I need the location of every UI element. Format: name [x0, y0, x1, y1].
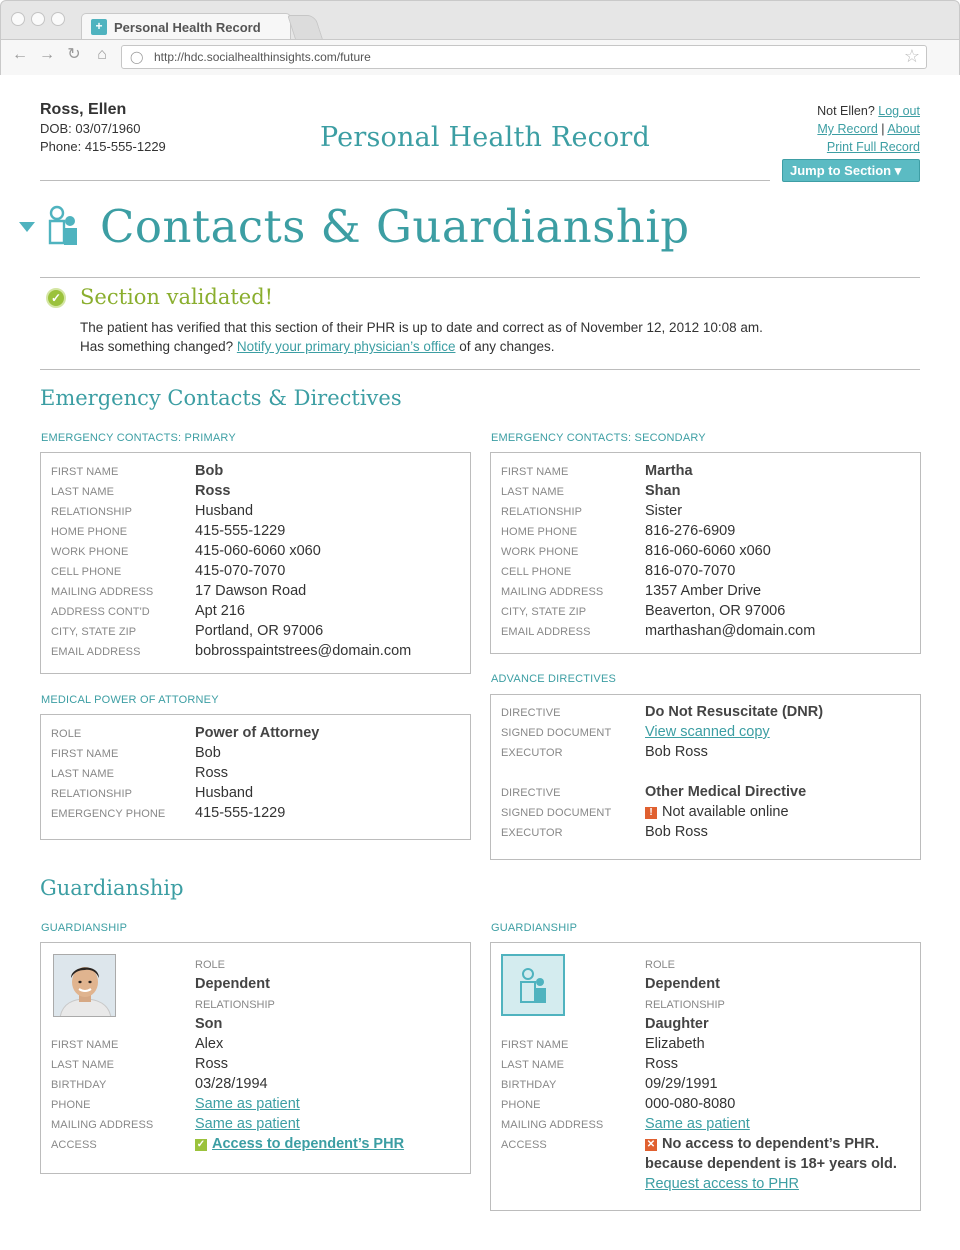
field-label: FIRST NAME [501, 466, 569, 478]
field-value: 415-555-1229 [195, 523, 286, 539]
field-value: Shan [645, 483, 681, 499]
field-label: WORK PHONE [51, 546, 129, 558]
field-value: Bob Ross [645, 744, 708, 760]
field-value: marthashan@domain.com [645, 623, 816, 639]
advance-directives-label: ADVANCE DIRECTIVES [491, 673, 617, 685]
url-text[interactable]: http://hdc.socialhealthinsights.com/future [154, 50, 371, 64]
field-label: BIRTHDAY [501, 1079, 557, 1091]
field-label: BIRTHDAY [51, 1079, 107, 1091]
field-value: Beaverton, OR 97006 [645, 603, 786, 619]
field-label: RELATIONSHIP [501, 506, 583, 518]
field-value: 816-276-6909 [645, 523, 736, 539]
field-label: LAST NAME [501, 1059, 565, 1071]
guardianship-left-label: GUARDIANSHIP [41, 922, 128, 934]
field-label: CELL PHONE [51, 566, 122, 578]
field-label: MAILING ADDRESS [501, 586, 604, 598]
section-title: Contacts & Guardianship [100, 200, 690, 253]
access-dependent-phr-link[interactable]: Access to dependent’s PHR [212, 1136, 405, 1152]
field-label: EXECUTOR [501, 827, 563, 839]
field-value: Husband [195, 503, 254, 519]
field-label: FIRST NAME [501, 1039, 569, 1051]
field-value: Ross [195, 765, 229, 781]
guardianship-card-daughter [490, 942, 921, 1211]
portrait-image [54, 955, 116, 1017]
not-available-text: Not available online [662, 804, 789, 820]
field-value: Do Not Resuscitate (DNR) [645, 704, 824, 720]
field-value: 03/28/1994 [195, 1076, 268, 1092]
field-label: DIRECTIVE [501, 707, 561, 719]
warning-icon: ! [645, 807, 657, 819]
field-value: Other Medical Directive [645, 784, 807, 800]
no-access-text: No access to dependent’s PHR. [662, 1136, 880, 1152]
field-label: PHONE [501, 1099, 541, 1111]
field-label: LAST NAME [51, 486, 115, 498]
collapse-section-icon[interactable] [19, 222, 35, 232]
field-value: Apt 216 [195, 603, 245, 619]
field-label: LAST NAME [51, 1059, 115, 1071]
close-window-button[interactable] [11, 12, 25, 26]
field-label: LAST NAME [51, 768, 115, 780]
field-label: CELL PHONE [501, 566, 572, 578]
field-label: RELATIONSHIP [51, 506, 133, 518]
field-value: Power of Attorney [195, 725, 320, 741]
request-access-link[interactable]: Request access to PHR [645, 1176, 799, 1192]
field-value: 000-080-8080 [645, 1096, 736, 1112]
field-value: Bob [195, 745, 221, 761]
field-label: SIGNED DOCUMENT [501, 807, 612, 819]
secondary-contact-card [490, 452, 921, 654]
dependent-photo [53, 954, 116, 1017]
back-arrow-icon[interactable]: ← [12, 46, 28, 63]
phone-same-as-patient-link[interactable]: Same as patient [195, 1096, 300, 1112]
role-label: ROLE [645, 959, 675, 971]
field-label: ADDRESS CONT'D [51, 606, 150, 618]
role-label: ROLE [195, 959, 225, 971]
home-icon[interactable]: ⌂ [97, 46, 107, 63]
field-value: 816-070-7070 [645, 563, 736, 579]
patient-name: Ross, Ellen [40, 101, 127, 118]
my-record-link[interactable]: My Record [817, 122, 878, 136]
field-label: SIGNED DOCUMENT [501, 727, 612, 739]
field-label: EXECUTOR [501, 747, 563, 759]
field-value: Ross [195, 483, 231, 499]
primary-contact-card [40, 452, 471, 674]
field-label: HOME PHONE [51, 526, 128, 538]
person-placeholder-icon [503, 956, 563, 1014]
phr-favicon-icon: + [91, 19, 107, 35]
address-bar[interactable] [121, 45, 927, 69]
field-label: ACCESS [501, 1139, 547, 1151]
validated-change-line [80, 339, 555, 354]
advance-directives-card [490, 694, 921, 860]
not-user-text: Not Ellen? [817, 104, 875, 118]
field-value: Bob Ross [645, 824, 708, 840]
view-scanned-copy-link[interactable]: View scanned copy [645, 724, 770, 740]
field-value: 1357 Amber Drive [645, 583, 762, 599]
field-value: 415-070-7070 [195, 563, 286, 579]
patient-phone: Phone: 415-555-1229 [40, 139, 166, 154]
field-label: DIRECTIVE [501, 787, 561, 799]
about-link[interactable]: About [887, 122, 920, 136]
field-label: CITY, STATE ZIP [51, 626, 137, 638]
maximize-window-button[interactable] [51, 12, 65, 26]
browser-window-chrome [0, 0, 960, 75]
dependent-avatar [501, 954, 565, 1016]
relationship-label: RELATIONSHIP [195, 999, 275, 1011]
field-label: WORK PHONE [501, 546, 579, 558]
field-value [645, 804, 789, 820]
change-suffix: of any changes. [459, 339, 555, 354]
logout-link[interactable]: Log out [878, 104, 920, 118]
validated-title: Section validated! [80, 285, 274, 309]
field-value: 415-555-1229 [195, 805, 286, 821]
no-access-reason: because dependent is 18+ years old. [645, 1156, 897, 1172]
contacts-person-icon [47, 205, 81, 247]
field-value: Ross [195, 1056, 229, 1072]
guardianship-heading: Guardianship [40, 876, 184, 900]
field-value: Husband [195, 785, 254, 801]
field-label: ROLE [51, 728, 82, 740]
emergency-heading: Emergency Contacts & Directives [40, 386, 402, 410]
field-value: 17 Dawson Road [195, 583, 307, 599]
role-value: Dependent [645, 976, 720, 992]
guardianship-card-son [40, 942, 471, 1174]
account-links [817, 102, 920, 156]
guardianship-right-label: GUARDIANSHIP [491, 922, 578, 934]
field-label: MAILING ADDRESS [51, 1119, 154, 1131]
field-label: PHONE [51, 1099, 91, 1111]
validated-message: The patient has verified that this section of their PHR is up to date and correct as of November 12, 2012 10:08 am. [80, 320, 763, 335]
minimize-window-button[interactable] [31, 12, 45, 26]
field-label: HOME PHONE [501, 526, 578, 538]
poa-label: MEDICAL POWER OF ATTORNEY [41, 694, 219, 706]
tab-title: Personal Health Record [114, 20, 261, 35]
bookmark-star-icon[interactable]: ☆ [903, 46, 920, 66]
field-label: LAST NAME [501, 486, 565, 498]
validated-divider [40, 369, 920, 370]
patient-dob: DOB: 03/07/1960 [40, 121, 141, 136]
field-label: MAILING ADDRESS [51, 586, 154, 598]
field-value: 415-060-6060 x060 [195, 543, 321, 559]
field-label: CITY, STATE ZIP [501, 606, 587, 618]
notify-physician-link[interactable]: Notify your primary physician’s office [236, 339, 456, 354]
relationship-value: Daughter [645, 1016, 709, 1032]
field-label: EMAIL ADDRESS [501, 626, 591, 638]
window-controls [11, 12, 65, 26]
relationship-label: RELATIONSHIP [645, 999, 725, 1011]
forward-arrow-icon[interactable]: → [39, 46, 55, 63]
field-value: Alex [195, 1036, 224, 1052]
browser-toolbar [1, 39, 959, 75]
field-label: ACCESS [51, 1139, 97, 1151]
no-access-x-icon: ✕ [646, 1139, 656, 1150]
primary-contact-label: EMERGENCY CONTACTS: PRIMARY [41, 432, 236, 444]
field-label: EMERGENCY PHONE [51, 808, 166, 820]
validated-check-icon: ✓ [46, 288, 66, 308]
access-granted-check-icon: ✓ [196, 1139, 206, 1150]
jump-to-section-dropdown[interactable]: Jump to Section ▾ [782, 159, 920, 182]
header-divider [40, 180, 770, 181]
role-value: Dependent [195, 976, 270, 992]
page-icon: ◯ [130, 50, 144, 64]
field-label: FIRST NAME [51, 1039, 119, 1051]
field-value: 09/29/1991 [645, 1076, 718, 1092]
page-title: Personal Health Record [320, 122, 651, 153]
field-value: bobrosspaintstrees@domain.com [195, 643, 412, 659]
section-divider [40, 277, 920, 278]
address-same-as-patient-link[interactable]: Same as patient [195, 1116, 300, 1132]
field-value: Ross [645, 1056, 679, 1072]
secondary-contact-label: EMERGENCY CONTACTS: SECONDARY [491, 432, 706, 444]
field-label: FIRST NAME [51, 466, 119, 478]
poa-card [40, 714, 471, 840]
browser-tab[interactable] [81, 13, 291, 40]
address-same-as-patient-link[interactable]: Same as patient [645, 1116, 750, 1132]
link-separator: | [881, 122, 885, 136]
field-value: Portland, OR 97006 [195, 623, 324, 639]
new-tab-button[interactable] [287, 15, 323, 39]
field-value: Martha [645, 463, 693, 479]
field-label: MAILING ADDRESS [501, 1119, 604, 1131]
change-question: Has something changed? [80, 339, 234, 354]
field-value: 816-060-6060 x060 [645, 543, 771, 559]
field-label: FIRST NAME [51, 748, 119, 760]
field-value: Bob [195, 463, 224, 479]
relationship-value: Son [195, 1016, 223, 1032]
field-value: Sister [645, 503, 683, 519]
field-value: Elizabeth [645, 1036, 705, 1052]
reload-icon[interactable]: ↻ [67, 46, 81, 63]
print-full-record-link[interactable]: Print Full Record [826, 140, 920, 154]
field-label: RELATIONSHIP [51, 788, 133, 800]
field-label: EMAIL ADDRESS [51, 646, 141, 658]
